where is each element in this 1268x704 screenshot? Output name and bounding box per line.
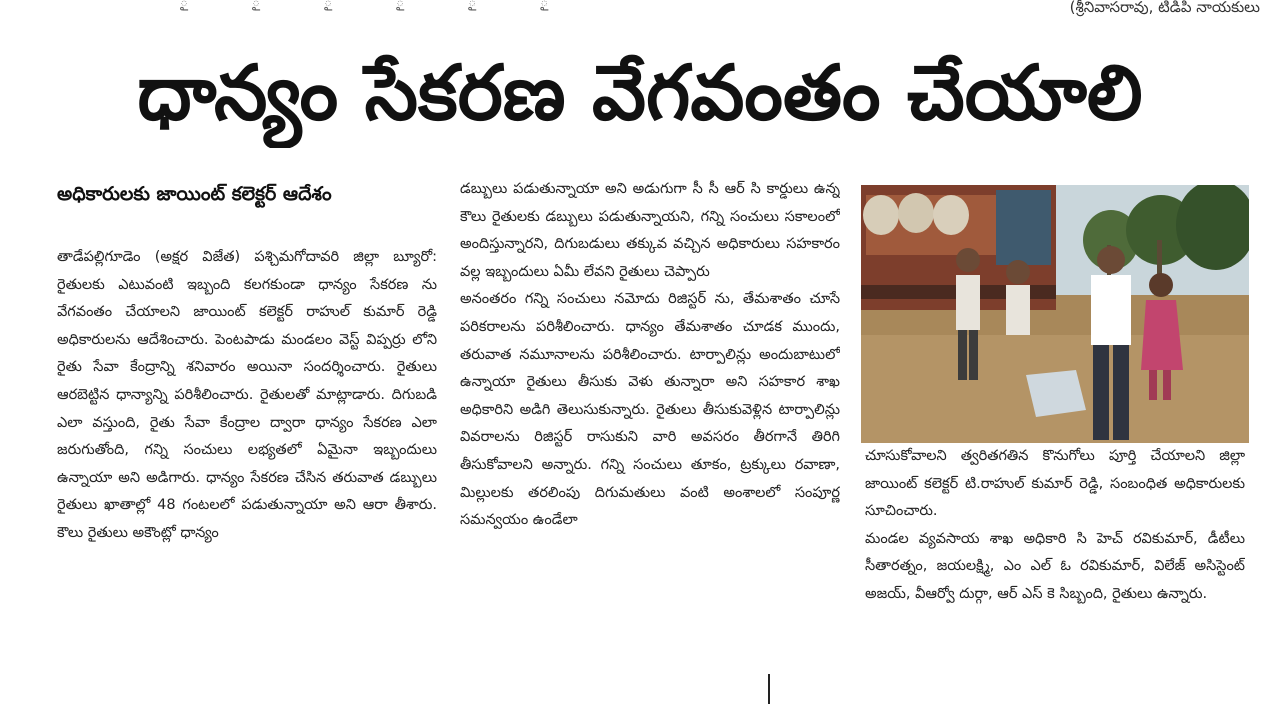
article-column-2 bbox=[460, 176, 840, 676]
previous-article-text: (శ్రీనివాసరావు, టిడిపి నాయకులు bbox=[1069, 0, 1260, 16]
headline: ధాన్యం సేకరణ వేగవంతం చేయాలి bbox=[137, 48, 1143, 137]
column-divider bbox=[768, 674, 770, 704]
previous-article-fragment bbox=[0, 0, 1268, 22]
cropped-text-marks: ౖ ౖ ౖ ౖ ౖ ౖ bbox=[180, 0, 609, 10]
column3-paragraph-1: చూసుకోవాలని త్వరితగతిన కొనుగోలు పూర్తి చేయాలని జిల్లా జాయింట్ కలెక్టర్ టి.రాహుల్ కుమార్ రెడ్డి, సంబంధిత అధికారులకు సూచించారు. bbox=[865, 448, 1245, 520]
column1-paragraph: తాడేపల్లిగూడెం (అక్షర విజేత) పశ్చిమగోదావరి జిల్లా బ్యూరో: రైతులకు ఎటువంటి ఇబ్బంది కలగకుండా ధాన్యం సేకరణ ను వేగవంతం చేయాలని జాయింట్ కలెక్టర్ రాహుల్ కుమార్ రెడ్డి అధికారులను ఆదేశించారు. పెంటపాడు మండలం వెస్ట్ విప్పర్రు లోని రైతు సేవా కేంద్రాన్ని శనివారం అయినా సందర్శించారు. రైతులు ఆరబెట్టిన ధాన్యాన్ని పరిశీలించారు. రైతులతో మాట్లాడారు. దిగుబడి ఎలా వస్తుంది, రైతు సేవా కేంద్రాల ద్వారా ధాన్యం సేకరణ ఎలా జరుగుతోంది, గన్ని సంచులు లభ్యతలో ఏమైనా ఇబ్బందులు ఉన్నాయా అని అడిగారు. ధాన్యం సేకరణ చేసిన తరువాత డబ్బులు రైతులు ఖాతాల్లో 48 గంటలలో పడుతున్నాయా అని ఆరా తీశారు. కౌలు రైతులు అకౌంట్లో ధాన్యం bbox=[57, 249, 437, 541]
news-photo bbox=[861, 185, 1249, 443]
column3-paragraph-2: మండల వ్యవసాయ శాఖ అధికారి సి హెచ్ రవికుమార్, డీటీలు సీతారత్నం, జయలక్ష్మి, ఎం ఎల్ ఓ రవికుమార్, విలేజ్ అసిస్టెంట్ అజయ్, వీఆర్వో దుర్గా, ఆర్ ఎస్ కె సిబ్బంది, రైతులు ఉన్నారు. bbox=[865, 530, 1245, 602]
article-column-3 bbox=[865, 443, 1245, 653]
news-photo-illustration bbox=[861, 185, 1249, 443]
subheadline: అధికారులకు జాయింట్ కలెక్టర్ ఆదేశం bbox=[57, 183, 332, 205]
article-column-1 bbox=[57, 244, 437, 664]
column2-paragraph-1: డబ్బులు పడుతున్నాయా అని అడుగుగా సీ సీ ఆర్ సి కార్డులు ఉన్న కౌలు రైతులకు డబ్బులు పడుతున్నాయని, గన్ని సంచులు సకాలంలో అందిస్తున్నారని, దిగుబడులు తక్కువ వచ్చిన అధికారులు సహకారం వల్ల ఇబ్బందులు ఏమీ లేవని రైతులు చెప్పారు bbox=[460, 181, 840, 280]
column2-paragraph-2: అనంతరం గన్ని సంచులు నమోదు రిజిస్టర్ ను, తేమశాతం చూసే పరికరాలను పరిశీలించారు. ధాన్యం తేమశాతం చూడక ముందు, తరువాత నమూనాలను పరిశీలించారు. టార్పాలిన్లు అందుబాటులో ఉన్నాయా రైతులు తీసుకు వెళు తున్నారా అని సహకార శాఖ అధికారిని అడిగి తెలుసుకున్నారు. రైతులు తీసుకువెళ్లిన టార్పాలిన్లు వివరాలను రిజిస్టర్ రాసుకుని వారి అవసరం తీరగానే తిరిగి తీసుకోవాలని అన్నారు. గన్ని సంచులు తూకం, ట్రక్కులు రవాణా, మిల్లులకు తరలింపు దిగుమతులు వంటి అంశాలలో సంపూర్ణ సమన్వయం ఉండేలా bbox=[460, 291, 840, 529]
